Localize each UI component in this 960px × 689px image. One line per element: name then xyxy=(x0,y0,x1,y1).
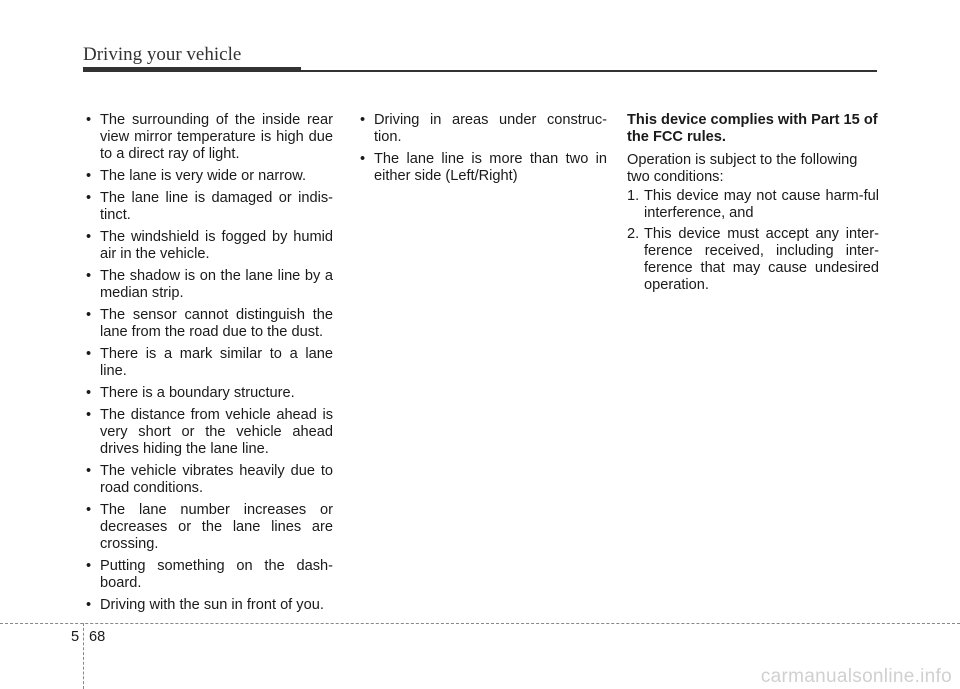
list-item: • The lane number increases or decreases or the lane lines are crossing. xyxy=(81,502,333,553)
list-item: • The vehicle vibrates heavily due to road conditions. xyxy=(81,463,333,497)
list-item: • The lane line is more than two in either side (Left/Right) xyxy=(355,151,607,185)
list-item: • The sensor cannot distinguish the lane from the road due to the dust. xyxy=(81,307,333,341)
bullet-list xyxy=(81,112,333,614)
list-item: • There is a mark similar to a lane line. xyxy=(81,346,333,380)
list-item: • The distance from vehicle ahead is very short or the vehicle ahead drives hiding the lane line. xyxy=(81,407,333,458)
list-item: • The lane line is damaged or indis-tinct. xyxy=(81,190,333,224)
chapter-number: 5 xyxy=(71,629,80,645)
list-number: 1. xyxy=(627,188,640,204)
left-column xyxy=(81,112,333,619)
list-text: This device must accept any inter-ference received, including inter-ference that may cause undesired operation. xyxy=(644,226,879,293)
page-number: 68 xyxy=(89,629,106,645)
header-rule-thin xyxy=(301,70,877,72)
middle-column xyxy=(355,112,607,190)
fcc-heading: This device complies with Part 15 of the FCC rules. xyxy=(627,112,878,145)
header-rule-thick xyxy=(83,67,301,72)
list-item xyxy=(627,226,879,294)
list-item: • Putting something on the dash-board. xyxy=(81,558,333,592)
list-number: 2. xyxy=(627,226,640,242)
conditions-list xyxy=(627,188,879,294)
list-item: • There is a boundary structure. xyxy=(81,385,333,402)
list-item: • The lane is very wide or narrow. xyxy=(81,168,333,185)
list-item: • The windshield is fogged by humid air in the vehicle. xyxy=(81,229,333,263)
section-title: Driving your vehicle xyxy=(83,44,242,65)
footer-divider xyxy=(0,623,960,624)
list-item: • Driving with the sun in front of you. xyxy=(81,597,333,614)
list-item: • The surrounding of the inside rear view mirror temperature is high due to a direct ray of light. xyxy=(81,112,333,163)
right-column xyxy=(627,112,879,298)
watermark: carmanualsonline.info xyxy=(760,666,952,687)
list-text: This device may not cause harm-ful interference, and xyxy=(644,188,879,221)
list-item xyxy=(627,188,879,222)
list-item: • Driving in areas under construc-tion. xyxy=(355,112,607,146)
list-item: • The shadow is on the lane line by a median strip. xyxy=(81,268,333,302)
footer-vertical-divider xyxy=(83,623,84,689)
fcc-intro: Operation is subject to the following two conditions: xyxy=(627,152,858,185)
bullet-list xyxy=(355,112,607,185)
